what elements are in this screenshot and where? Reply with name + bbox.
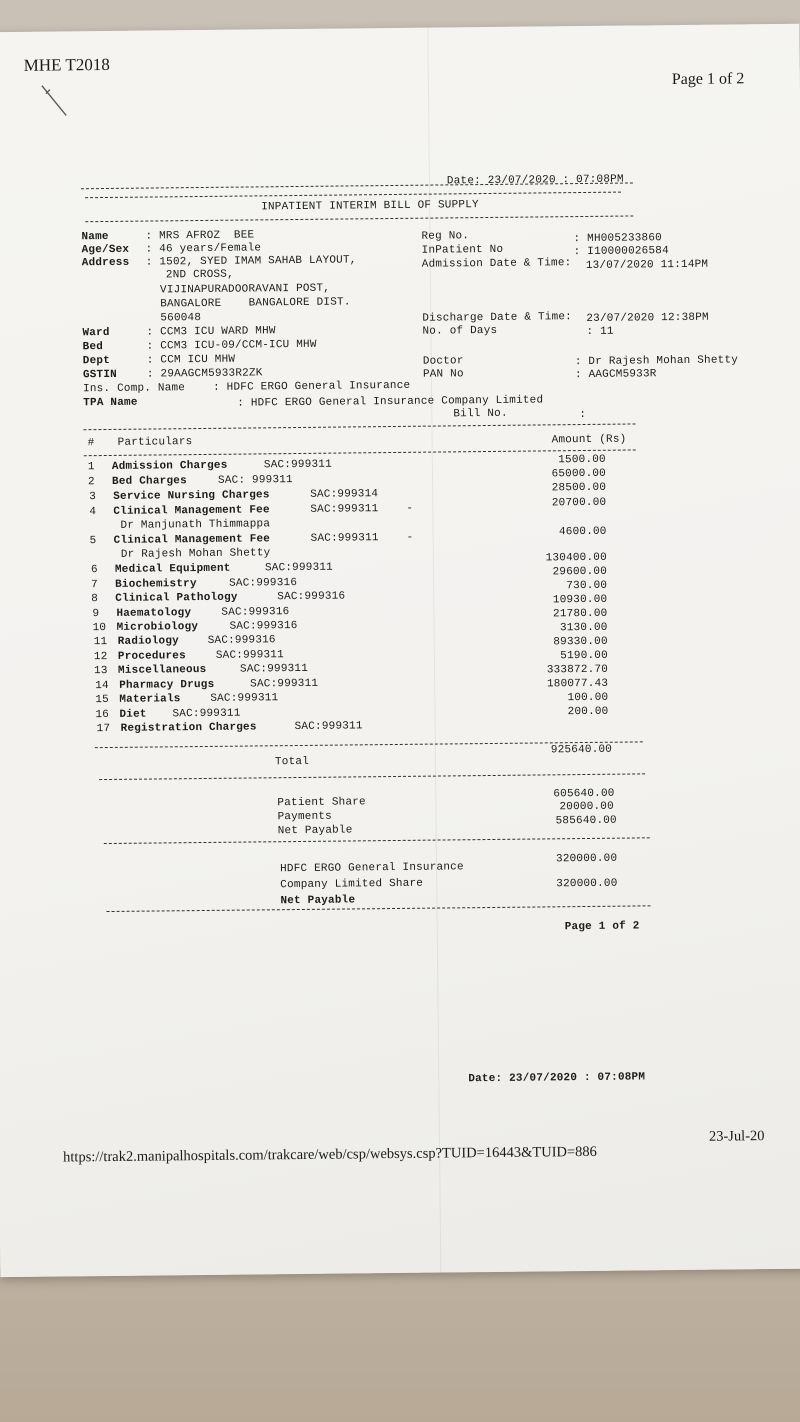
item-number: 3 xyxy=(89,491,97,504)
item-amount: 20700.00 xyxy=(551,496,607,510)
item-sac: SAC:999316 xyxy=(229,577,298,590)
net-payable-amount: 585640.00 xyxy=(555,814,617,828)
item-sac: SAC: 999311 xyxy=(217,474,293,487)
agesex-label: Age/Sex xyxy=(81,243,130,257)
item-number: 14 xyxy=(95,679,109,693)
item-amount: 130400.00 xyxy=(545,551,607,565)
item-amount: 65000.00 xyxy=(551,467,607,481)
print-url: https://trak2.manipalhospitals.com/trakcare/web/csp/websys.csp?TUID=16443&TUID=886 xyxy=(63,1143,597,1166)
address-line-5: 560048 xyxy=(160,312,202,325)
item-name: Radiology xyxy=(117,635,179,648)
item-sac: SAC:999311 xyxy=(239,662,309,676)
item-number: 8 xyxy=(91,593,99,606)
net-payable-label: Net Payable xyxy=(277,824,353,838)
item-number: 13 xyxy=(93,664,108,678)
item-number: 7 xyxy=(91,579,98,592)
col-particulars-header: Particulars xyxy=(117,436,193,449)
item-number: 5 xyxy=(89,535,97,548)
address-line-4: BANGALORE BANGALORE DIST. xyxy=(160,296,351,311)
total-label: Total xyxy=(274,755,310,769)
item-sac: SAC:999311 xyxy=(210,692,279,705)
item-name: Medical Equipment xyxy=(114,562,231,576)
item-sac: SAC:999311 xyxy=(263,458,332,472)
bill-document xyxy=(0,24,800,1277)
item-name: Haematology xyxy=(116,607,192,620)
item-name: Clinical Management Fee xyxy=(113,504,270,518)
insurer-label-1: HDFC ERGO General Insurance xyxy=(280,861,464,876)
total-amount: 925640.00 xyxy=(550,743,613,757)
item-amount: 4600.00 xyxy=(558,525,607,539)
address-line-1: : 1502, SYED IMAM SAHAB LAYOUT, xyxy=(145,254,357,269)
bill-date: Date: 23/07/2020 : 07:08PM xyxy=(446,173,624,188)
discharge-datetime: 23/07/2020 12:38PM xyxy=(586,311,709,325)
inpatient-number: : I10000026584 xyxy=(573,245,669,259)
item-sac: SAC:999311 xyxy=(310,503,379,516)
item-sac: SAC:999311 xyxy=(172,707,241,721)
item-name: Pharmacy Drugs xyxy=(119,678,215,692)
days-label: No. of Days xyxy=(422,324,498,338)
item-amount: 180077.43 xyxy=(546,677,609,691)
item-amount: 730.00 xyxy=(566,579,608,593)
item-amount: 3130.00 xyxy=(559,621,608,635)
print-date: 23-Jul-20 xyxy=(708,1128,765,1145)
item-dash: - xyxy=(406,502,414,515)
billno-value: : xyxy=(579,408,587,422)
item-number: 4 xyxy=(89,506,97,519)
patient-share-label: Patient Share xyxy=(277,796,366,810)
item-number: 6 xyxy=(90,564,98,577)
insurer-share-amount: 320000.00 xyxy=(555,852,618,866)
patient-share-amount: 605640.00 xyxy=(553,787,615,801)
item-doctor: Dr Rajesh Mohan Shetty xyxy=(120,547,271,561)
patient-name: : MRS AFROZ BEE xyxy=(145,229,255,243)
dept-label: Dept xyxy=(82,354,111,368)
item-name: Admission Charges xyxy=(111,459,228,473)
insurer-net-amount: 320000.00 xyxy=(556,877,618,891)
insurer-net-label: Net Payable xyxy=(280,894,356,908)
doctor-label: Doctor xyxy=(422,355,464,368)
gstin-label: GSTIN xyxy=(82,368,117,382)
item-name: Biochemistry xyxy=(115,578,197,591)
item-sac: SAC:999311 xyxy=(250,677,319,691)
discharge-label: Discharge Date & Time: xyxy=(422,311,573,325)
payments-label: Payments xyxy=(277,810,333,824)
page-number-header: Page 1 of 2 xyxy=(671,70,745,89)
item-sac: SAC:999316 xyxy=(229,620,298,633)
item-amount: 1500.00 xyxy=(558,453,606,467)
days-count: : 11 xyxy=(586,325,614,338)
address-line-2: 2ND CROSS, xyxy=(165,268,234,282)
item-number: 11 xyxy=(93,636,108,649)
item-number: 10 xyxy=(92,622,107,635)
tpa-value: : HDFC ERGO General Insurance Company Limited xyxy=(237,394,544,410)
admission-datetime: 13/07/2020 11:14PM xyxy=(585,258,709,272)
col-amount-header: Amount (Rs) xyxy=(551,433,627,447)
pan-value: : AAGCM5933R xyxy=(574,368,657,382)
item-amount: 29600.00 xyxy=(552,565,608,579)
address-line-3: VIJINAPURADOORAVANI POST, xyxy=(159,282,331,297)
item-number: 17 xyxy=(96,722,111,736)
item-name: Diet xyxy=(119,708,147,721)
item-number: 12 xyxy=(93,651,108,664)
doctor-value: : Dr Rajesh Mohan Shetty xyxy=(574,354,739,369)
item-name: Service Nursing Charges xyxy=(113,489,270,503)
item-amount: 100.00 xyxy=(567,691,609,705)
name-label: Name xyxy=(81,230,109,244)
item-sac: SAC:999311 xyxy=(215,649,284,662)
item-amount: 200.00 xyxy=(567,705,609,719)
payments-amount: 20000.00 xyxy=(559,800,614,814)
reg-number: : MH005233860 xyxy=(573,232,662,246)
item-name: Bed Charges xyxy=(111,475,187,488)
item-name: Miscellaneous xyxy=(117,663,207,677)
item-name: Registration Charges xyxy=(120,721,257,735)
item-sac: SAC:999311 xyxy=(310,532,379,545)
item-name: Clinical Pathology xyxy=(115,591,238,605)
ins-comp-label: Ins. Comp. Name xyxy=(83,382,186,396)
item-name: Clinical Management Fee xyxy=(113,533,271,547)
col-num-header: # xyxy=(87,437,95,450)
page-footer: Page 1 of 2 xyxy=(564,920,640,934)
bed-value: : CCM3 ICU-09/CCM-ICU MHW xyxy=(146,338,317,353)
pen-mark-icon xyxy=(40,83,70,119)
item-dash: - xyxy=(406,531,414,544)
bill-title: INPATIENT INTERIM BILL OF SUPPLY xyxy=(261,199,479,214)
tpa-label: TPA Name xyxy=(83,396,138,410)
item-name: Procedures xyxy=(117,650,186,663)
footer-date: Date: 23/07/2020 : 07:08PM xyxy=(468,1071,646,1086)
item-doctor: Dr Manjunath Thimmappa xyxy=(120,518,271,532)
item-sac: SAC:999314 xyxy=(310,488,379,501)
item-amount: 333872.70 xyxy=(546,663,609,677)
ward-label: Ward xyxy=(82,326,110,340)
reg-label: Reg No. xyxy=(421,230,470,243)
item-sac: SAC:999316 xyxy=(221,606,290,619)
pan-label: PAN No xyxy=(422,368,464,381)
ward-value: : CCM3 ICU WARD MHW xyxy=(146,325,276,339)
item-sac: SAC:999311 xyxy=(264,561,334,575)
item-name: Materials xyxy=(119,693,181,706)
ins-comp-value: : HDFC ERGO General Insurance xyxy=(212,379,411,394)
bed-label: Bed xyxy=(82,341,104,354)
item-number: 1 xyxy=(87,461,95,474)
admission-label: Admission Date & Time: xyxy=(421,257,572,271)
item-sac: SAC:999311 xyxy=(294,720,363,734)
item-amount: 21780.00 xyxy=(552,607,608,621)
item-number: 9 xyxy=(92,608,100,621)
gstin-value: : 29AAGCM5933R2ZK xyxy=(146,367,263,381)
item-number: 16 xyxy=(95,708,110,722)
item-name: Microbiology xyxy=(116,621,199,634)
item-amount: 10930.00 xyxy=(552,593,608,607)
item-amount: 5190.00 xyxy=(560,649,608,663)
item-number: 15 xyxy=(95,693,109,707)
inpatient-label: InPatient No xyxy=(421,243,504,257)
item-number: 2 xyxy=(87,476,95,489)
item-amount: 28500.00 xyxy=(551,481,607,495)
billno-label: Bill No. xyxy=(453,407,508,421)
address-label: Address xyxy=(81,256,130,270)
corner-label: MHE T2018 xyxy=(23,54,110,75)
insurer-label-2: Company Limited Share xyxy=(280,877,424,892)
dept-value: : CCM ICU MHW xyxy=(146,353,236,367)
patient-agesex: : 46 years/Female xyxy=(145,242,262,256)
item-sac: SAC:999316 xyxy=(277,590,346,604)
item-amount: 89330.00 xyxy=(553,635,608,649)
item-sac: SAC:999316 xyxy=(207,634,276,647)
